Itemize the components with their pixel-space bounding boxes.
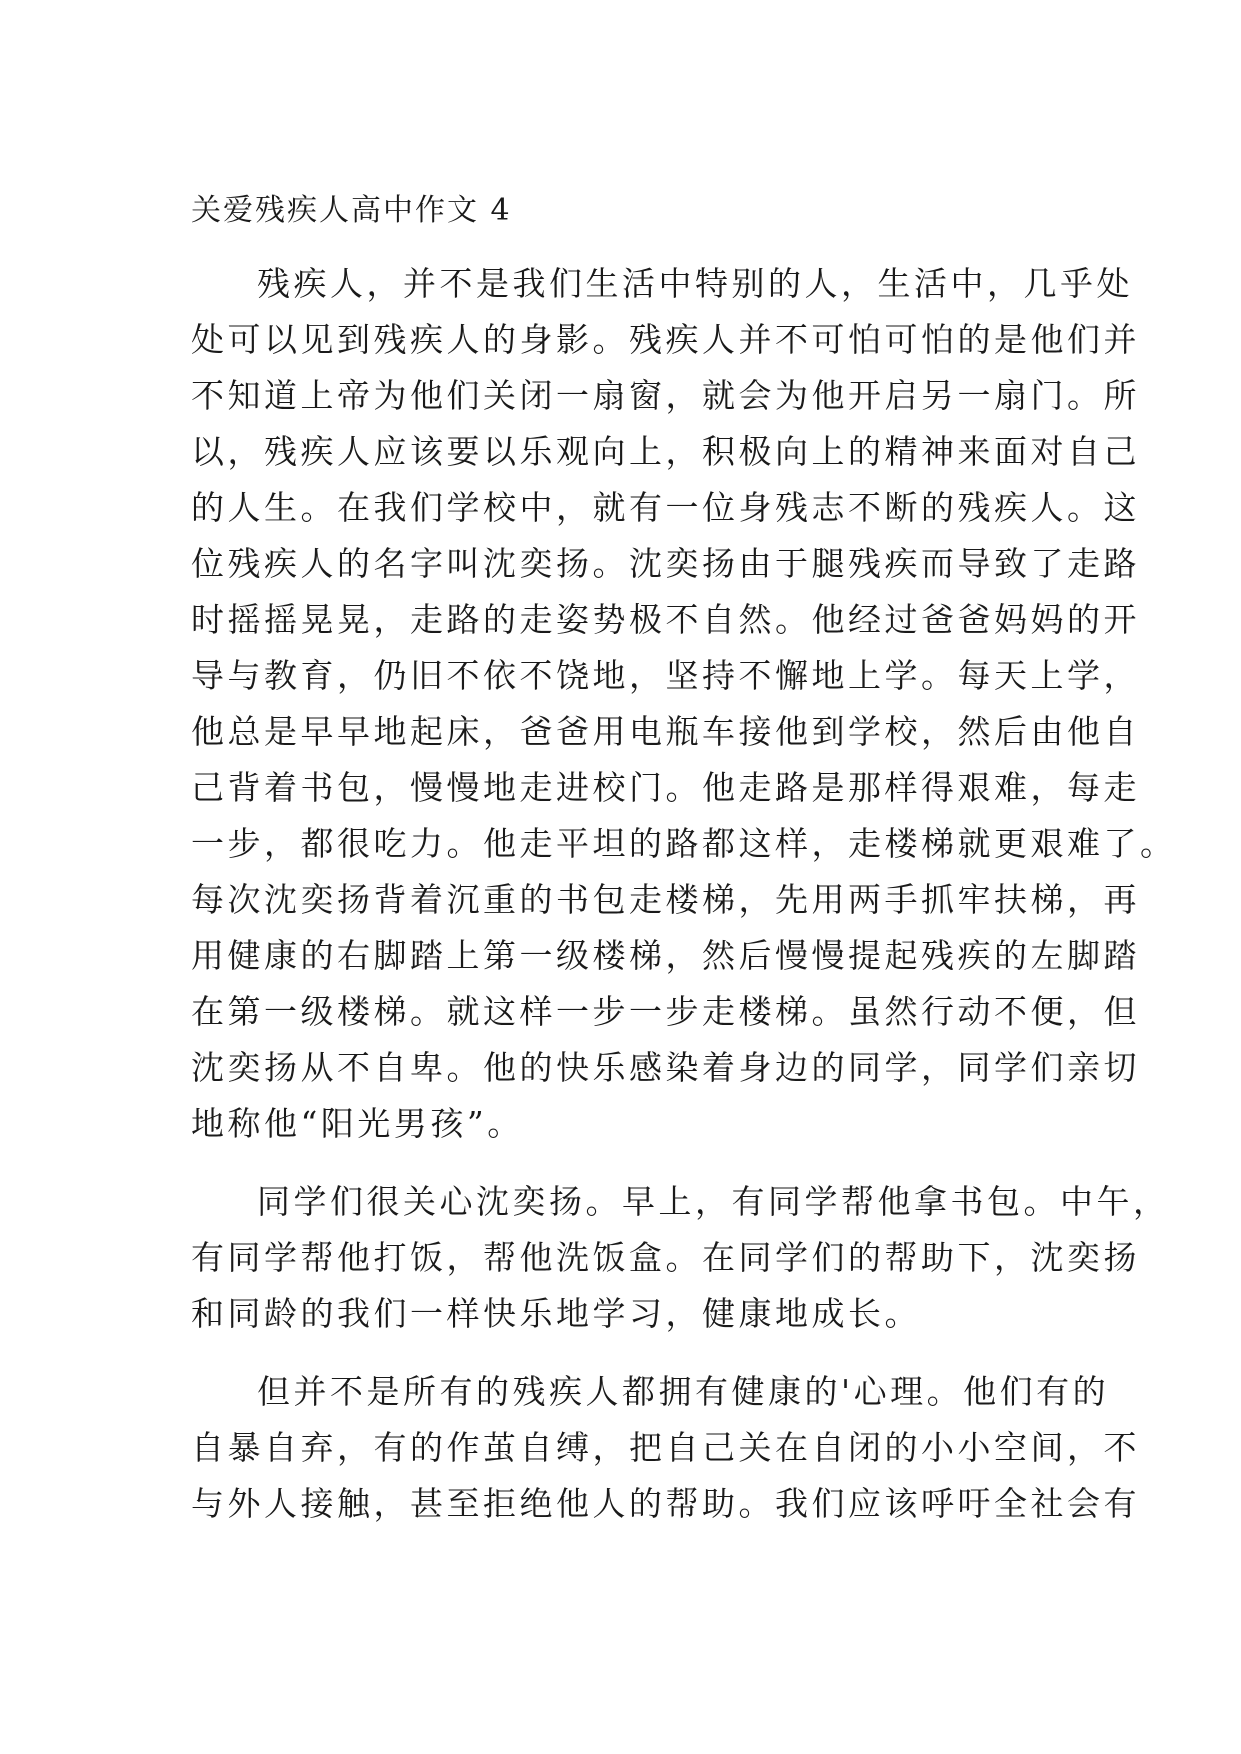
text-line: 与外人接触，甚至拒绝他人的帮助。我们应该呼吁全社会有 bbox=[191, 1484, 1140, 1523]
text-line: 位残疾人的名字叫沈奕扬。沈奕扬由于腿残疾而导致了走路 bbox=[191, 544, 1140, 583]
text-line: 以，残疾人应该要以乐观向上，积极向上的精神来面对自己 bbox=[191, 432, 1140, 471]
text-line: 的人生。在我们学校中，就有一位身残志不断的残疾人。这 bbox=[191, 488, 1140, 527]
paragraph bbox=[191, 256, 1177, 1152]
text-line: 但并不是所有的残疾人都拥有健康的'心理。他们有的 bbox=[257, 1372, 1110, 1411]
text-line: 不知道上帝为他们关闭一扇窗，就会为他开启另一扇门。所 bbox=[191, 376, 1140, 415]
document-page bbox=[191, 190, 1177, 1532]
text-line: 和同龄的我们一样快乐地学习，健康地成长。 bbox=[191, 1294, 921, 1333]
text-line: 残疾人，并不是我们生活中特别的人，生活中，几乎处 bbox=[257, 264, 1133, 303]
paragraph bbox=[191, 1174, 1170, 1342]
text-line: 每次沈奕扬背着沉重的书包走楼梯，先用两手抓牢扶梯，再 bbox=[191, 880, 1140, 919]
document-title: 关爱残疾人高中作文 4 bbox=[191, 193, 512, 228]
text-line: 处可以见到残疾人的身影。残疾人并不可怕可怕的是他们并 bbox=[191, 320, 1140, 359]
text-line: 地称他“阳光男孩”。 bbox=[191, 1104, 524, 1143]
text-line: 在第一级楼梯。就这样一步一步走楼梯。虽然行动不便，但 bbox=[191, 992, 1140, 1031]
paragraph bbox=[191, 1364, 1140, 1532]
text-line: 有同学帮他打饭，帮他洗饭盒。在同学们的帮助下，沈奕扬 bbox=[191, 1238, 1140, 1277]
text-line: 沈奕扬从不自卑。他的快乐感染着身边的同学，同学们亲切 bbox=[191, 1048, 1140, 1087]
text-line: 自暴自弃，有的作茧自缚，把自己关在自闭的小小空间，不 bbox=[191, 1428, 1140, 1467]
text-line: 导与教育，仍旧不依不饶地，坚持不懈地上学。每天上学， bbox=[191, 656, 1140, 695]
text-line: 己背着书包，慢慢地走进校门。他走路是那样得艰难，每走 bbox=[191, 768, 1140, 807]
text-line: 同学们很关心沈奕扬。早上，有同学帮他拿书包。中午， bbox=[257, 1182, 1170, 1221]
text-line: 他总是早早地起床，爸爸用电瓶车接他到学校，然后由他自 bbox=[191, 712, 1140, 751]
text-line: 一步，都很吃力。他走平坦的路都这样，走楼梯就更艰难了。 bbox=[191, 824, 1177, 863]
text-line: 时摇摇晃晃，走路的走姿势极不自然。他经过爸爸妈妈的开 bbox=[191, 600, 1140, 639]
text-line: 用健康的右脚踏上第一级楼梯，然后慢慢提起残疾的左脚踏 bbox=[191, 936, 1140, 975]
